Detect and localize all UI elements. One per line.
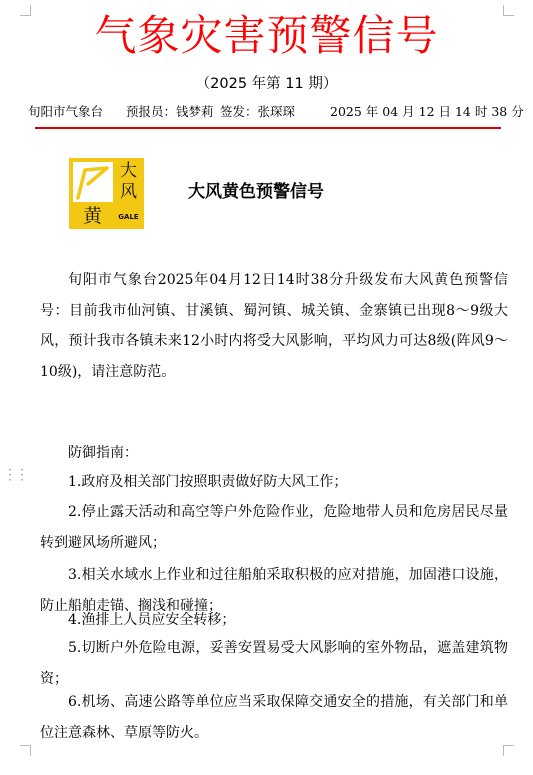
issuing-organization: 旬阳市气象台 — [28, 104, 104, 119]
wind-flag-icon — [73, 162, 113, 202]
signal-title: 大风黄色预警信号 — [188, 182, 324, 202]
page-corner-mark — [20, 745, 31, 756]
guide-item: 3.相关水域水上作业和过往船舶采取积极的应对措施，加固港口设施，防止船舶走锚、搁浅和碰撞； — [40, 567, 508, 614]
red-divider — [35, 127, 501, 129]
drag-handle-icon[interactable]: ⋮⋮ — [3, 467, 27, 483]
signer: 签发：张琛琛 — [220, 104, 296, 119]
icon-label: GALE — [118, 213, 139, 221]
issue-datetime: 2025 年 04 月 12 日 14 时 38 分 — [330, 104, 524, 119]
guide-item: 2.停止露天活动和高空等户外危险作业，危险地带人员和危房居民尽量转到避风场所避风； — [40, 504, 508, 551]
icon-char-huang: 黄 — [83, 205, 103, 227]
document-title: 气象灾害预警信号 — [94, 11, 439, 60]
guide-item: 5.切断户外危险电源，妥善安置易受大风影响的室外物品，遮盖建筑物资； — [40, 640, 508, 687]
gale-warning-icon — [69, 158, 144, 229]
guide-item: 6.机场、高速公路等单位应当采取保障交通安全的措施，有关部门和单位注意森林、草原等防火。 — [40, 694, 508, 741]
issue-number: （2025 年第 11 期） — [195, 76, 338, 92]
icon-char-feng: 风 — [120, 182, 137, 202]
forecaster: 预报员：钱梦莉 — [126, 104, 214, 119]
guide-item: 1.政府及相关部门按照职责做好防大风工作； — [68, 474, 348, 490]
guide-title: 防御指南： — [68, 445, 138, 461]
guide-item: 4.渔排上人员应安全转移； — [68, 612, 236, 628]
announcement-paragraph: 旬阳市气象台2025年04月12日14时38分升级发布大风黄色预警信号：目前我市仙河镇、甘溪镇、蜀河镇、城关镇、金寨镇已出现8～9级大风，预计我市各镇未来12小时内将受大风影响，平均风力可达8级(阵风9～10级)，请注意防范。 — [40, 272, 508, 380]
icon-char-da: 大 — [120, 161, 137, 181]
